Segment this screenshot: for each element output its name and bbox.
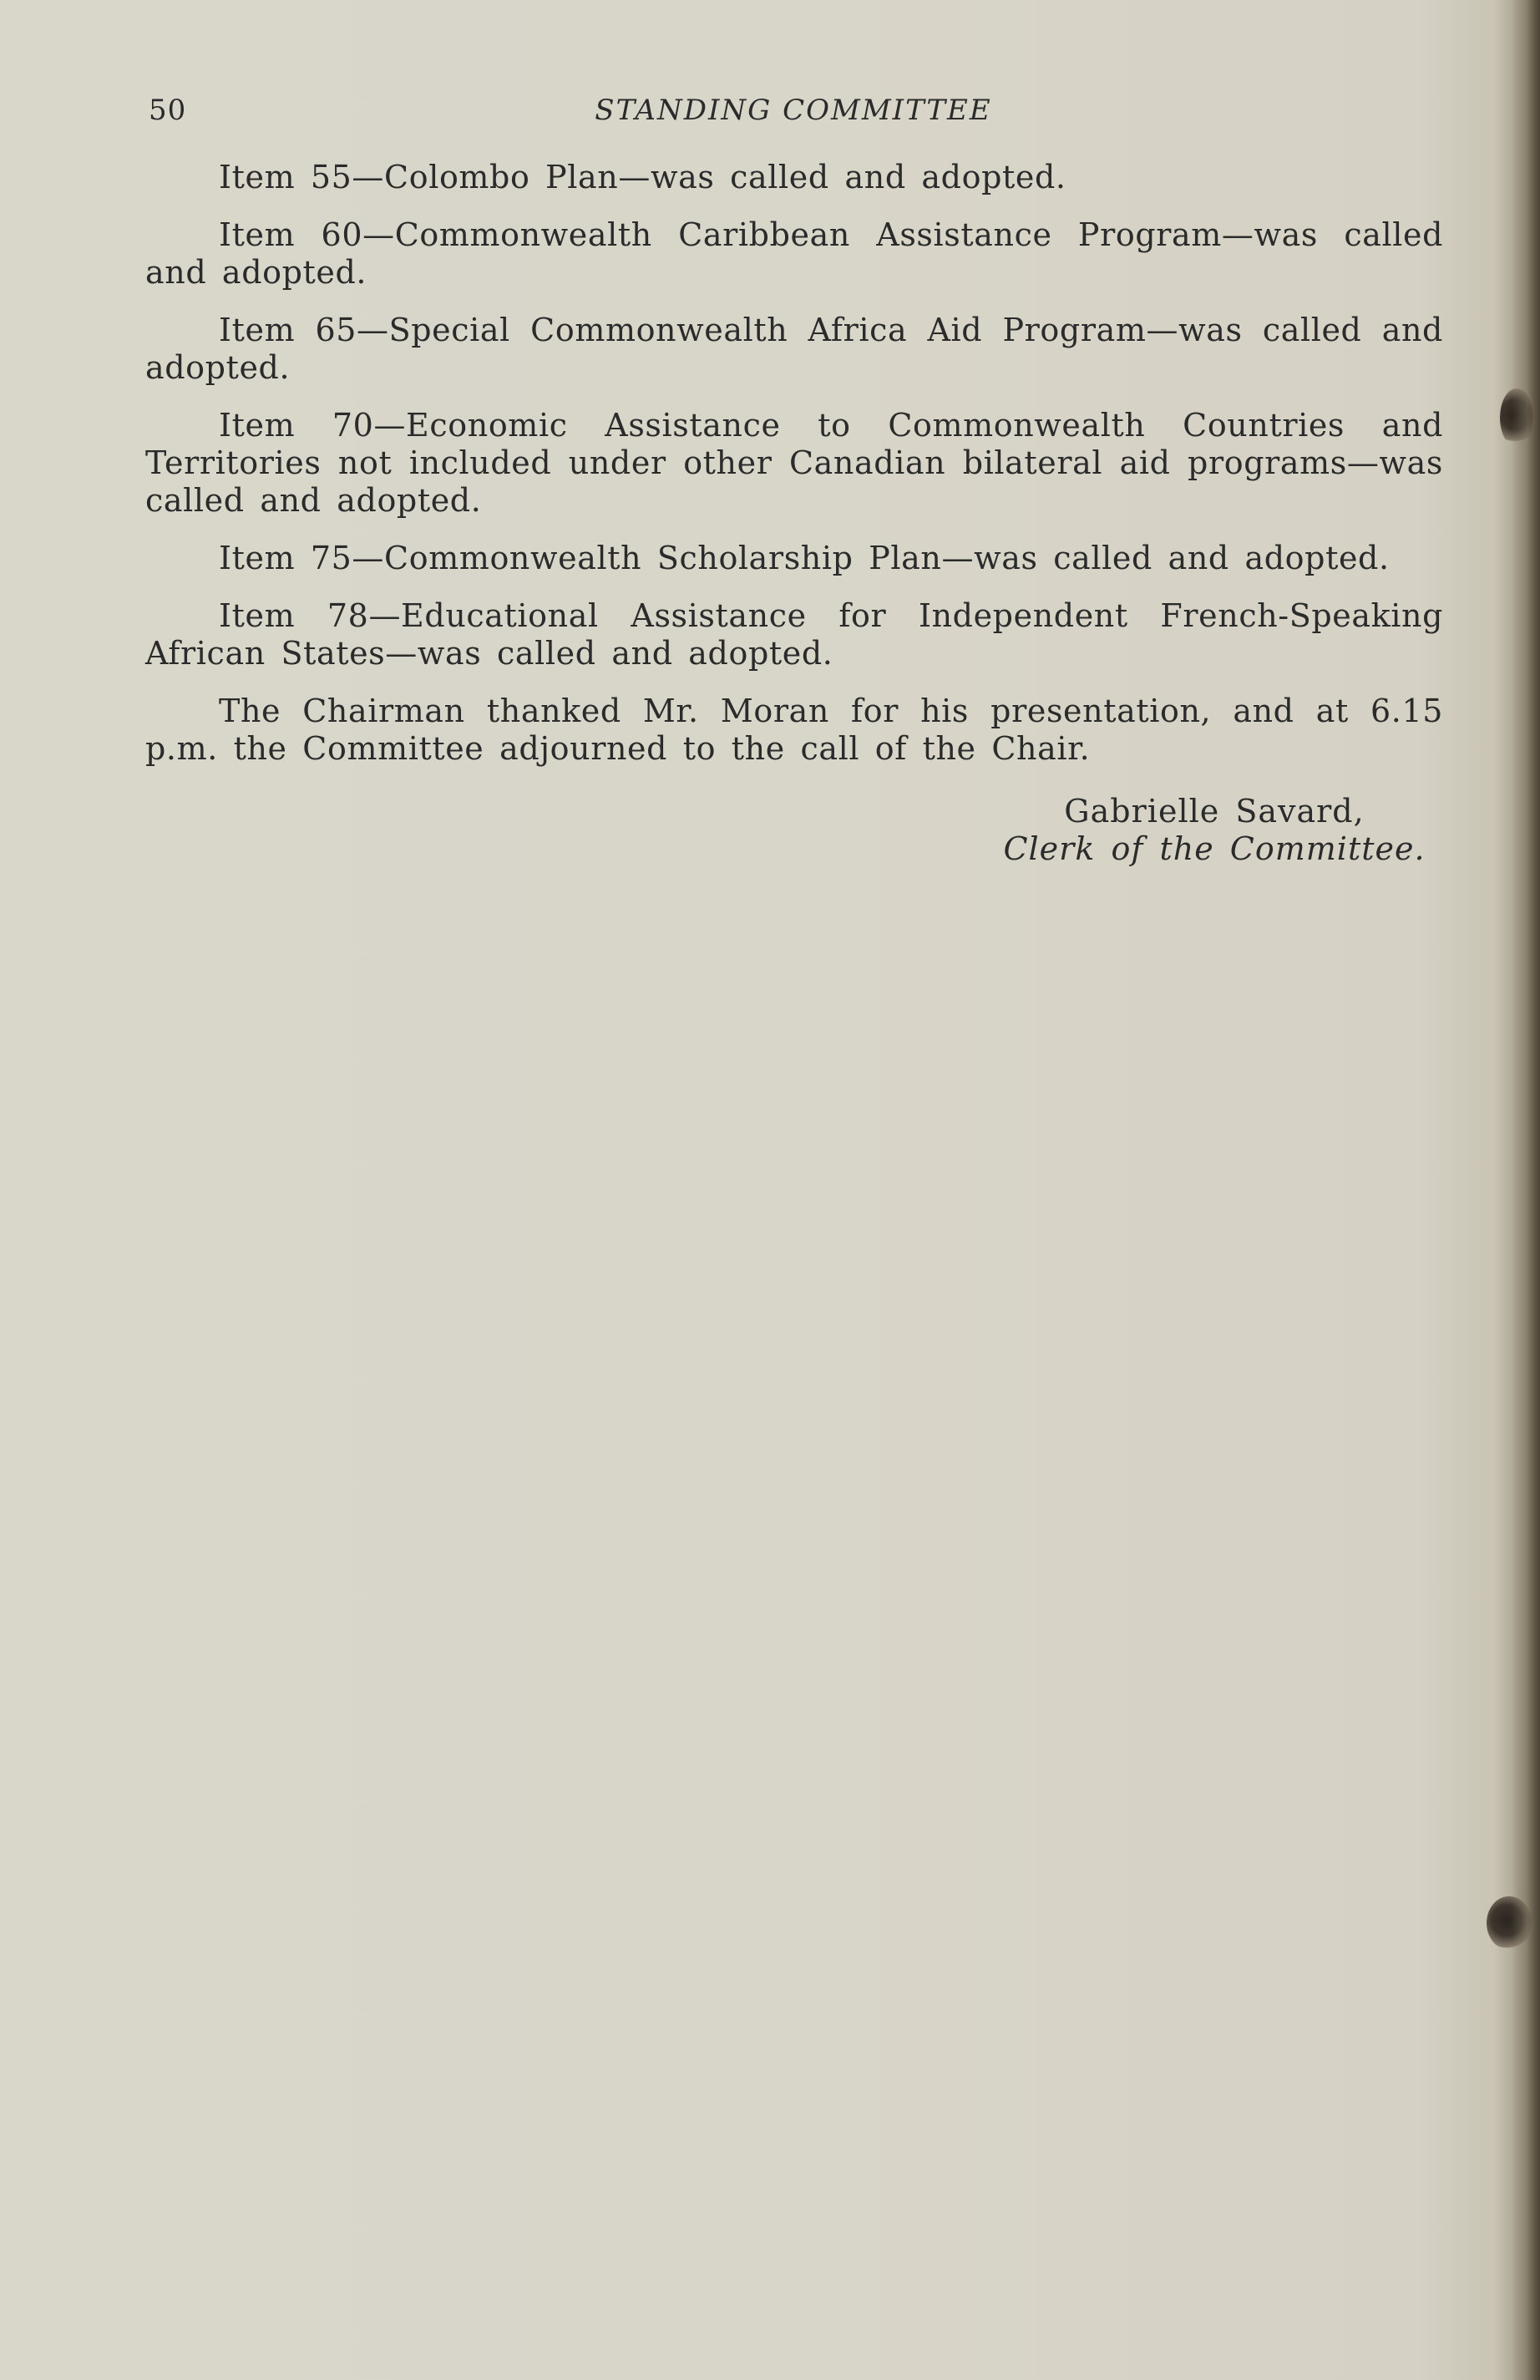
paragraph-item-60: Item 60—Commonwealth Caribbean Assistance Program—was called and adopted. — [145, 216, 1443, 291]
paragraph-item-70: Item 70—Economic Assistance to Commonwealth Countries and Territories not included under other Canadian bilateral aid programs—was called and adopted. — [145, 407, 1443, 519]
page-number: 50 — [149, 94, 187, 127]
signature-block — [980, 793, 1448, 868]
running-head: STANDING COMMITTEE — [595, 94, 992, 127]
body-text — [145, 159, 1443, 868]
signatory-title: Clerk of the Committee. — [1003, 830, 1426, 867]
paragraph-item-75: Item 75—Commonwealth Scholarship Plan—was called and adopted. — [219, 540, 1390, 576]
paragraph-item-78: Item 78—Educational Assistance for Independent French-Speaking African States—was called and adopted. — [145, 597, 1443, 672]
paragraph-item-55: Item 55—Colombo Plan—was called and adopted. — [219, 159, 1066, 195]
signatory-name: Gabrielle Savard, — [1064, 793, 1365, 830]
binding-hole — [1500, 388, 1533, 447]
paragraph-adjournment: The Chairman thanked Mr. Moran for his presentation, and at 6.15 p.m. the Committee adjourned to the call of the Chair. — [145, 693, 1443, 767]
paragraph-item-65: Item 65—Special Commonwealth Africa Aid Program—was called and adopted. — [145, 312, 1443, 386]
binding-hole — [1487, 1896, 1532, 1950]
